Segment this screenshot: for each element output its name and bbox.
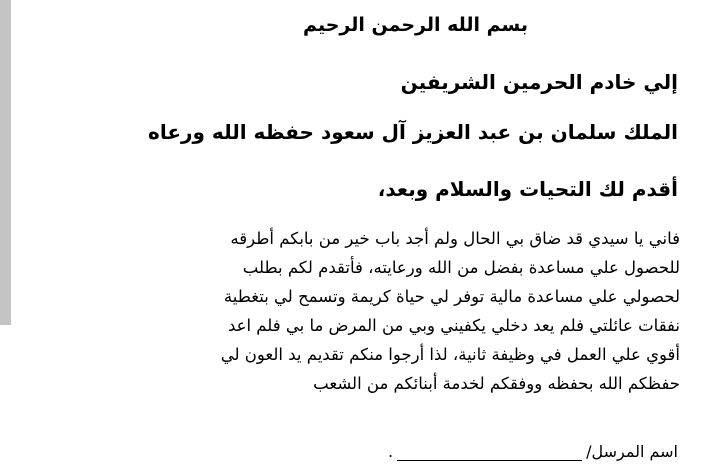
addressee-line-1: إلي خادم الحرمين الشريفين [400,70,678,94]
basmala-heading: بسم الله الرحمن الرحيم [303,14,528,36]
sender-name-blank [397,440,582,461]
body-line-6: حفظكم الله بحفظه ووفقكم لخدمة أبنائكم من الشعب [313,374,680,393]
body-line-1: فاني يا سيدي قد ضاق بي الحال ولم أجد باب خير من بابكم أطرقه [230,229,680,248]
letter-page [60,0,680,472]
letter-body [60,224,680,398]
signature-end-dot: . [388,442,394,461]
greeting-line: أقدم لك التحيات والسلام وبعد، [377,177,678,201]
body-line-4: نفقات عائلتي فلم يعد دخلي يكفيني وبي من المرض ما بي فلم اعد [227,316,680,335]
body-line-2: للحصول علي مساعدة بفضل من الله ورعايته، فأتقدم لكم بطلب [242,258,680,277]
left-margin-bar [0,0,11,325]
addressee-line-2: الملك سلمان بن عبد العزيز آل سعود حفظه الله ورعاه [148,120,678,144]
sender-name-label: اسم المرسل/ [586,442,678,461]
body-line-5: أقوي علي العمل في وظيفة ثانية، لذا أرجوا منكم تقديم يد العون لي [220,345,680,364]
signature-line [388,440,678,461]
body-line-3: لحصولي علي مساعدة مالية توفر لي حياة كريمة وتسمح لي بتغطية [223,287,680,306]
